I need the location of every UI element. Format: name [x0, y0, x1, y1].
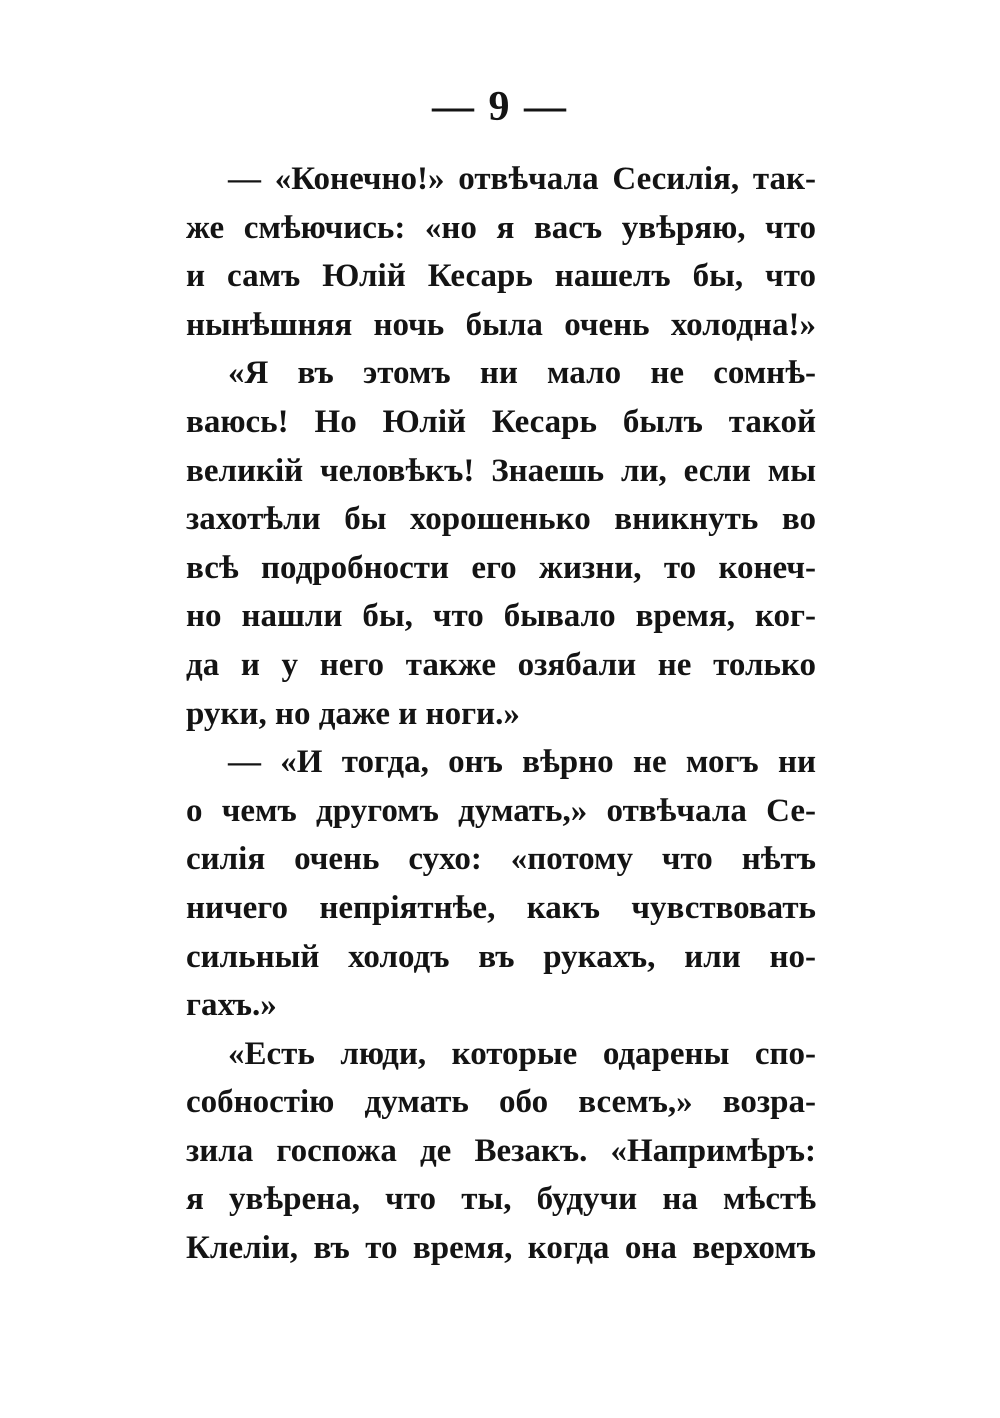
text-line: руки, но даже и ноги.»	[186, 695, 520, 732]
text-line: же смѣючись: «но я васъ увѣряю, что	[186, 209, 816, 246]
text-line: нынѣшняя ночь была очень холодна!»	[186, 306, 816, 343]
text-line: всѣ подробности его жизни, то конеч-	[186, 549, 816, 586]
text-line: силія очень сухо: «потому что нѣтъ	[186, 841, 816, 878]
text-line: великій человѣкъ! Знаешь ли, если мы	[186, 452, 816, 489]
text-line: о чемъ другомъ думать,» отвѣчала Се-	[186, 792, 816, 829]
text-line: собностію думать обо всемъ,» возра-	[186, 1084, 816, 1121]
text-body	[186, 155, 816, 1273]
text-line: но нашли бы, что бывало время, ког-	[186, 598, 816, 635]
page-number: — 9 —	[432, 84, 568, 130]
text-line: — «Конечно!» отвѣчала Сесилія, так-	[228, 161, 816, 197]
text-line: и самъ Юлій Кесарь нашелъ бы, что	[186, 258, 816, 295]
paragraph-1	[186, 155, 816, 349]
text-line: сильный холодъ въ рукахъ, или но-	[186, 938, 816, 975]
text-line: «Есть люди, которые одарены спо-	[228, 1035, 816, 1072]
text-line: зила госпожа де Везакъ. «Напримѣръ:	[186, 1132, 816, 1169]
text-line: ваюсь! Но Юлій Кесарь былъ такой	[186, 403, 816, 440]
text-line: да и у него также озябали не только	[186, 646, 816, 683]
text-line: — «И тогда, онъ вѣрно не могъ ни	[228, 744, 816, 781]
text-line: «Я въ этомъ ни мало не сомнѣ-	[228, 355, 816, 392]
paragraph-2	[186, 349, 816, 738]
paragraph-3	[186, 738, 816, 1030]
paragraph-4	[186, 1030, 816, 1273]
text-line: я увѣрена, что ты, будучи на мѣстѣ	[186, 1181, 816, 1218]
text-line: ничего непріятнѣе, какъ чувствовать	[186, 889, 816, 926]
text-line: захотѣли бы хорошенько вникнуть во	[186, 501, 816, 538]
text-line: гахъ.»	[186, 987, 277, 1024]
text-line: Клеліи, въ то время, когда она верхомъ	[186, 1230, 816, 1267]
